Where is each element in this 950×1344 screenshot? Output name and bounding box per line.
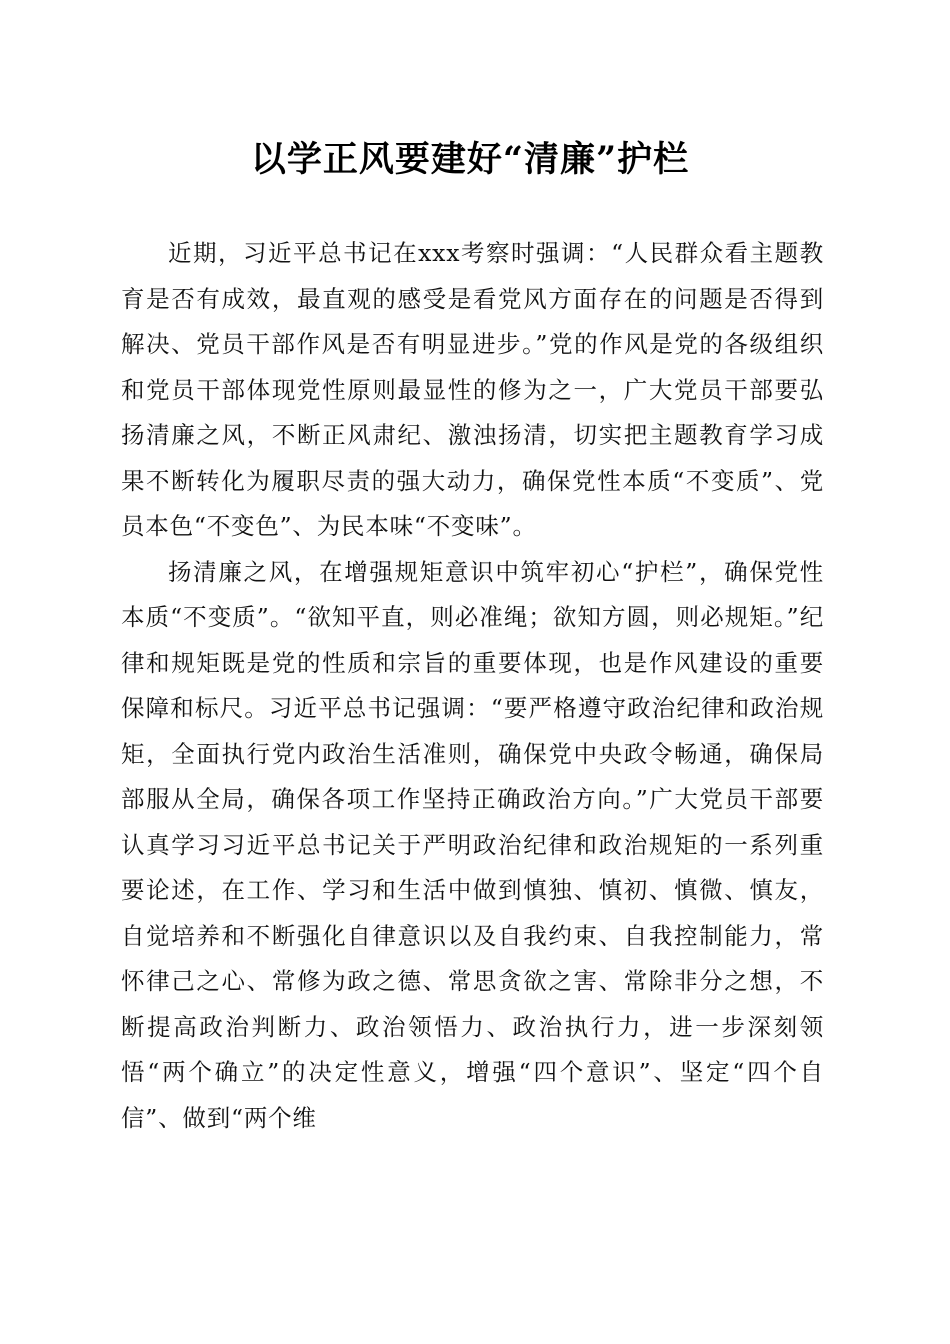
- document-title: 以学正风要建好“清廉”护栏: [250, 139, 690, 180]
- document-body: [121, 231, 824, 1141]
- paragraph-2: 扬清廉之风，在增强规矩意识中筑牢初心“护栏”，确保党性本质“不变质”。“欲知平直，则必准绳；欲知方圆，则必规矩。”纪律和规矩既是党的性质和宗旨的重要体现，也是作风建设的重要保障和标尺。习近平总书记强调：“要严格遵守政治纪律和政治规矩，全面执行党内政治生活准则，确保党中央政令畅通，确保局部服从全局，确保各项工作坚持正确政治方向。”广大党员干部要认真学习习近平总书记关于严明政治纪律和政治规矩的一系列重要论述，在工作、学习和生活中做到慎独、慎初、慎微、慎友，自觉培养和不断强化自律意识以及自我约束、自我控制能力，常怀律己之心、常修为政之德、常思贪欲之害、常除非分之想，不断提高政治判断力、政治领悟力、政治执行力，进一步深刻领悟“两个确立”的决定性意义，增强“四个意识”、坚定“四个自信”、做到“两个维: [121, 557, 824, 1132]
- paragraph-1: 近期，习近平总书记在xxx考察时强调：“人民群众看主题教育是否有成效，最直观的感受是看党风方面存在的问题是否得到解决、党员干部作风是否有明显进步。”党的作风是党的各级组织和党员干部体现党性原则最显性的修为之一，广大党员干部要弘扬清廉之风，不断正风肃纪、激浊扬清，切实把主题教育学习成果不断转化为履职尽责的强大动力，确保党性本质“不变质”、党员本色“不变色”、为民本味“不变味”。: [121, 239, 824, 540]
